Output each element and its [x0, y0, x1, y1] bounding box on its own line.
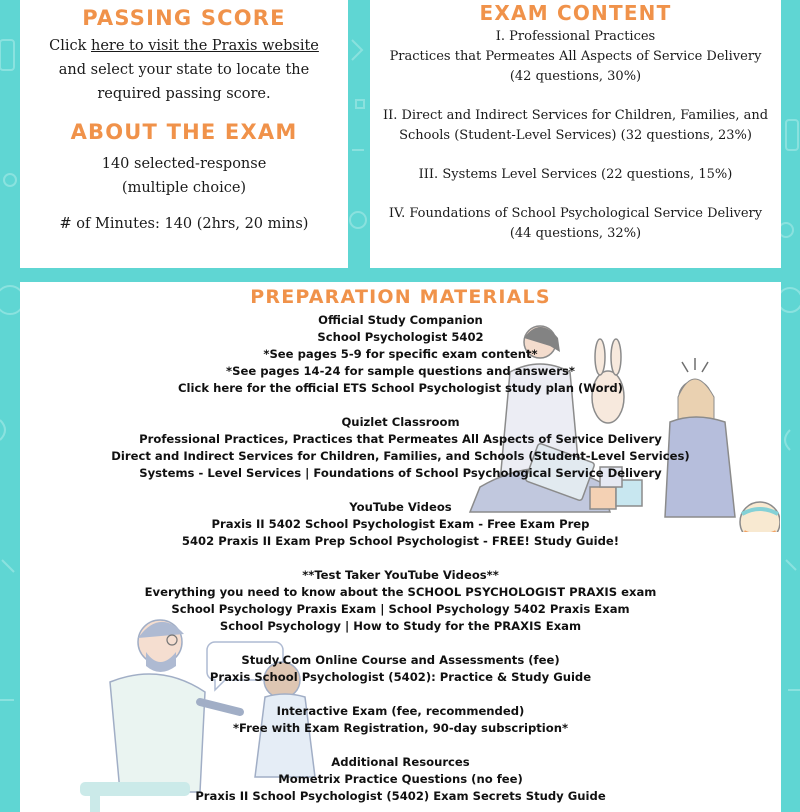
passing-score-card [20, 0, 348, 268]
content-item-line: I. Professional Practices [495, 29, 656, 44]
content-item-line: Practices that Permeates All Aspects of Service Delivery [389, 49, 762, 64]
quizlet-link[interactable]: Professional Practices, Practices that Permeates All Aspects of Service Delivery [139, 432, 662, 446]
content-item-line: (42 questions, 30%) [509, 69, 642, 84]
youtube-link[interactable]: Praxis II 5402 School Psychologist Exam - Free Exam Prep [211, 517, 590, 531]
study-com-link[interactable]: Praxis School Psychologist (5402): Practice & Study Guide [209, 670, 592, 684]
exam-content-title: EXAM CONTENT [479, 1, 672, 25]
about-line-2: (multiple choice) [121, 180, 247, 196]
prep-section-official [20, 312, 781, 397]
about-line-1: 140 selected-response [101, 156, 267, 172]
content-item [370, 106, 781, 146]
prep-section-quizlet [20, 414, 781, 482]
official-study-companion-header: Official Study Companion [318, 313, 483, 327]
study-com-header: Study.Com Online Course and Assessments (fee) [241, 653, 560, 667]
content-item [370, 204, 781, 244]
passing-score-text-pre: Click [49, 38, 91, 54]
praxis-website-link[interactable]: here to visit the Praxis website [91, 38, 319, 54]
interactive-exam-link[interactable]: Interactive Exam (fee, recommended) [276, 704, 525, 718]
passing-score-title: PASSING SCORE [82, 6, 286, 30]
test-taker-header: **Test Taker YouTube Videos** [302, 568, 499, 582]
prep-note: *Free with Exam Registration, 90-day subscription* [232, 721, 569, 735]
prep-section-study-com [20, 652, 781, 686]
prep-section-interactive [20, 703, 781, 737]
prep-section-youtube [20, 499, 781, 550]
about-exam-title: ABOUT THE EXAM [70, 120, 298, 144]
content-item-line: III. Systems Level Services (22 questions, 15%) [418, 167, 733, 182]
test-taker-link[interactable]: School Psychology | How to Study for the PRAXIS Exam [219, 619, 582, 633]
additional-resources-header: Additional Resources [331, 755, 470, 769]
content-item [370, 165, 781, 185]
exam-content-card [370, 0, 781, 268]
content-item-line: IV. Foundations of School Psychological Service Delivery [388, 206, 763, 221]
test-taker-link[interactable]: Everything you need to know about the SCHOOL PSYCHOLOGIST PRAXIS exam [144, 585, 657, 599]
quizlet-link[interactable]: Systems - Level Services | Foundations of School Psychological Service Delivery [139, 466, 662, 480]
preparation-list [20, 312, 781, 812]
study-companion-link[interactable]: School Psychologist 5402 [317, 330, 484, 344]
prep-section-additional [20, 754, 781, 805]
exam-secrets-link[interactable]: Praxis II School Psychologist (5402) Exam Secrets Study Guide [195, 789, 606, 803]
content-item [370, 27, 781, 87]
mometrix-link[interactable]: Mometrix Practice Questions (no fee) [278, 772, 523, 786]
quizlet-header: Quizlet Classroom [341, 415, 460, 429]
preparation-materials-card [20, 282, 781, 812]
content-item-line: (44 questions, 32%) [509, 226, 642, 241]
prep-section-test-taker [20, 567, 781, 635]
youtube-link[interactable]: 5402 Praxis II Exam Prep School Psychologist - FREE! Study Guide! [181, 534, 620, 548]
content-item-line: Schools (Student-Level Services) (32 questions, 23%) [399, 128, 752, 143]
quizlet-link[interactable]: Direct and Indirect Services for Children, Families, and Schools (Student-Level Services) [111, 449, 690, 463]
ets-study-plan-link[interactable]: Click here for the official ETS School Psychologist study plan (Word) [178, 381, 623, 395]
passing-score-text [20, 34, 348, 106]
youtube-header: YouTube Videos [349, 500, 452, 514]
test-taker-link[interactable]: School Psychology Praxis Exam | School Psychology 5402 Praxis Exam [171, 602, 630, 616]
prep-note: *See pages 5-9 for specific exam content* [263, 347, 538, 361]
passing-score-text-post: and select your state to locate the required passing score. [58, 62, 310, 102]
prep-note: *See pages 14-24 for sample questions and answers* [226, 364, 575, 378]
about-minutes: # of Minutes: 140 (2hrs, 20 mins) [59, 216, 309, 232]
content-item-line: II. Direct and Indirect Services for Children, Families, and [382, 108, 769, 123]
preparation-title: PREPARATION MATERIALS [250, 286, 551, 308]
